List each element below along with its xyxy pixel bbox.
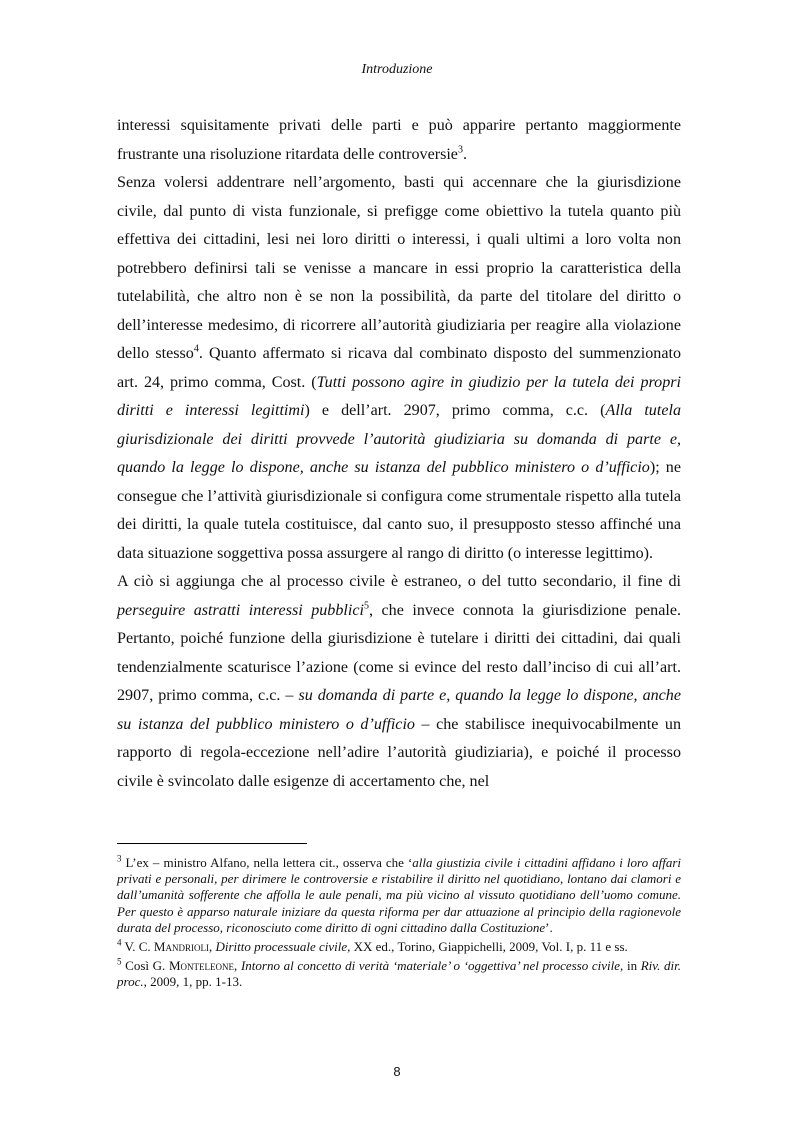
footnote-3: $^3$ L’ex – ministro Alfano, nella lettera cit., osserva che ‘alla giustizia civile i cittadini affidano i loro affari privati e personali, per dirimere le controversie e ristabilire il diritto nel quotidiano, lontano dai clamori e dall’umanità sofferente che affolla le aule penali, ma più vicino al vissuto quotidiano dell’uomo comune. Per questo è apparso naturale iniziare da questa riforma per dar attuazione al principio della ragionevole durata del processo, riconosciuto come diritto di ogni cittadino dalla Costituzione’. [117,853,682,935]
author-monteleone: Monteleone [168,958,235,974]
footnote-ref-5[interactable]: 5 [363,600,369,612]
footnote-5: $^5$ Così G. Monteleone, Intorno al concetto di verità ‘materiale’ o ‘oggettiva’ nel processo civile, in Riv. dir. proc., 2009, 1, pp. 1-13. [117,956,681,990]
footnote-separator [117,843,307,844]
footnote-ref-4[interactable]: 4 [193,343,199,355]
paragraph-1: interessi squisitamente privati delle parti e può apparire pertanto maggiormente frustrante una risoluzione ritardata delle controversie$^3$. [117,117,681,163]
main-text [117,112,681,796]
page-number: 8 [393,1064,401,1079]
paragraph-2: Senza volersi addentrare nell’argomento, basti qui accennare che la giurisdizione civile, dal punto di vista funzionale, si prefigge come obiettivo la tutela quanto più effettiva dei cittadini, lesi nei loro diritti o interessi, i quali ultimi a loro volta non potrebbero definirsi tali se venisse a mancare in essi proprio la caratteristica della tutelabilità, che altro non è se non la possibilità, da parte del titolare del diritto o dell’interesse medesimo, di ricorrere all’autorità giudiziaria per reagire alla violazione dello stesso$^4$. Quanto affermato si ricava dal combinato disposto del summenzionato art. 24, primo comma, Cost. (Tutti possono agire in giudizio per la tutela dei propri diritti e interessi legittimi) e dell’art. 2907, primo comma, c.c. (Alla tutela giurisdizionale dei diritti provvede l’autorità giudiziaria su domanda di parte e, quando la legge lo dispone, anche su istanza del pubblico ministero o d’ufficio); ne consegue che l’attività giurisdizionale si configura come strumentale rispetto alla tutela dei diritti, la quale tutela costituisce, dal canto suo, il presupposto stesso affinché una data situazione soggettiva possa assurgere al rango di diritto (o interesse legittimo). [117,174,682,562]
footnote-ref-3[interactable]: 3 [457,144,463,156]
author-mandrioli: Mandrioli [153,939,209,955]
footnote-4: $^4$ V. C. Mandrioli, Diritto processuale civile, XX ed., Torino, Giappichelli, 2009, Vol. I, p. 11 e ss. [117,937,628,955]
running-header: Introduzione [361,62,433,77]
footnotes [117,855,681,994]
paragraph-3: A ciò si aggiunga che al processo civile è estraneo, o del tutto secondario, il fine di perseguire astratti interessi pubblici$^5$, che invece connota la giurisdizione penale. Pertanto, poiché funzione della giurisdizione è tutelare i diritti dei cittadini, dai quali tendenzialmente scaturisce l’azione (come si evince del resto dall’inciso di cui all’art. 2907, primo comma, c.c. – su domanda di parte e, quando la legge lo dispone, anche su istanza del pubblico ministero o d’ufficio – che stabilisce inequivocabilmente un rapporto di regola-eccezione nell’adire l’autorità giudiziaria), e poiché il processo civile è svincolato dalle esigenze di accertamento che, nel [117,573,681,790]
